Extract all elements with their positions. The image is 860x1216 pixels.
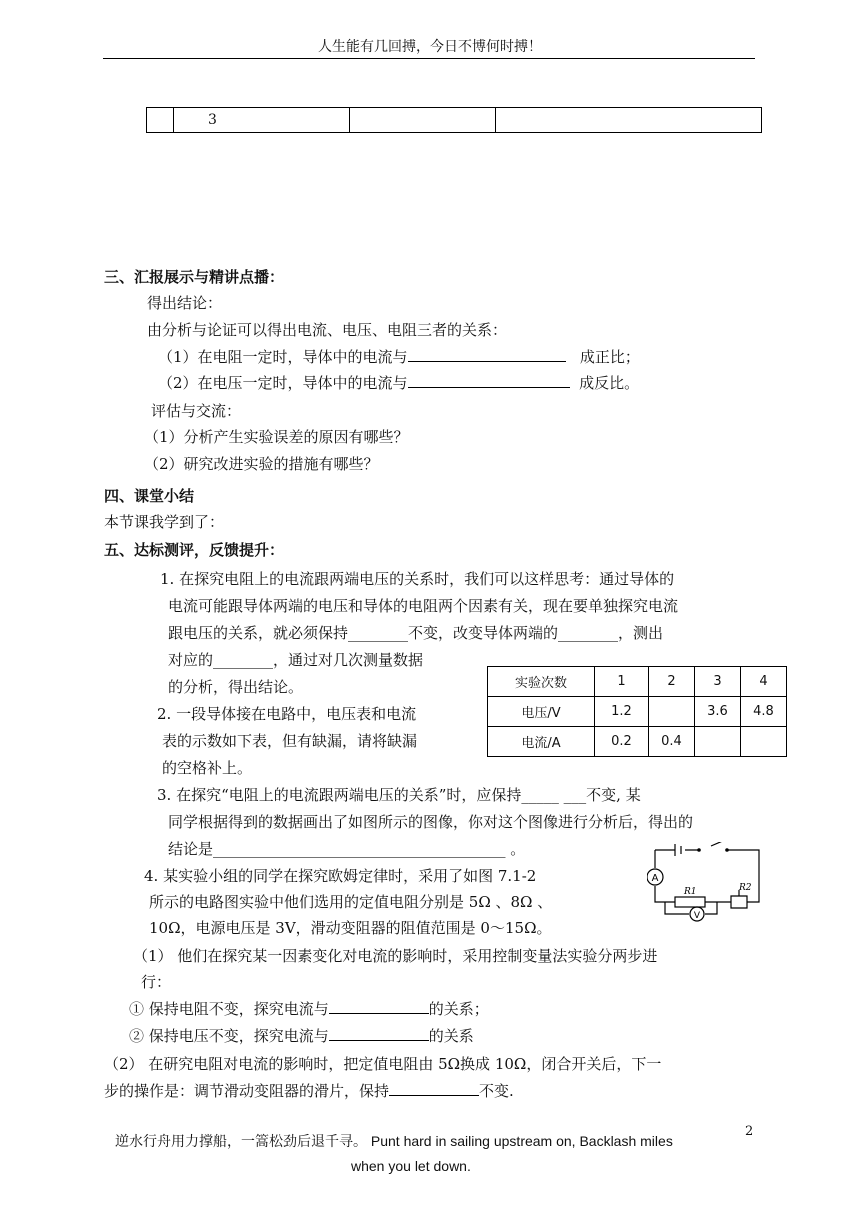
conclusion-1-text: （1）在电阻一定时，导体中的电流与 <box>158 348 408 366</box>
evaluation-q1: （1）分析产生实验误差的原因有哪些？ <box>144 428 409 446</box>
page-number: 2 <box>745 1124 754 1139</box>
problem4-line2: 所示的电路图实验中他们选用的定值电阻分别是 5Ω 、8Ω 、 <box>149 893 553 911</box>
problem3-line2: 同学根据得到的数据画出了如图所示的图像，你对这个图像进行分析后，得出的 <box>168 813 694 831</box>
sub2-end: 不变. <box>479 1082 514 1100</box>
row-label: 电压/V <box>488 697 595 727</box>
header-motto: 人生能有几回搏，今日不博何时搏！ <box>318 39 542 55</box>
table-cell: 1.2 <box>595 697 649 727</box>
table-cell[interactable] <box>649 697 695 727</box>
conclusion-1-end: 成正比； <box>579 348 640 366</box>
problem1-line5: 的分析，得出结论。 <box>168 678 304 696</box>
problem2-line1: 2. 一段导体接在电路中，电压表和电流 <box>157 705 417 723</box>
conclusion-2-text: （2）在电压一定时，导体中的电流与 <box>158 374 408 392</box>
table-cell: 3.6 <box>695 697 741 727</box>
table-row <box>488 697 787 727</box>
section5-title: 五、达标测评，反馈提升： <box>104 541 285 559</box>
blank-c1[interactable] <box>408 347 566 362</box>
r1-label: R1 <box>684 887 697 897</box>
table-header-cell: 1 <box>595 667 649 697</box>
voltage-current-table <box>487 666 787 757</box>
problem4-sub2-line1: （2） 在研究电阻对电流的影响时，把定值电阻由 5Ω换成 10Ω，闭合开关后，下一 <box>104 1055 662 1073</box>
step2-text: ② 保持电压不变，探究电流与 <box>129 1027 329 1045</box>
table-cell: 0.2 <box>595 727 649 757</box>
problem1-line3: 跟电压的关系，就必须保持________不变，改变导体两端的________，测出 <box>168 624 664 642</box>
table-cell <box>350 108 496 133</box>
section4-title: 四、课堂小结 <box>104 487 195 505</box>
footer-line2: when you let down. <box>351 1158 471 1174</box>
header-rule <box>103 58 755 59</box>
conclusion-2 <box>158 372 639 393</box>
circuit-diagram <box>647 842 763 922</box>
r2-label: R2 <box>739 883 752 893</box>
top-table-fragment <box>146 107 762 133</box>
table-header-cell: 4 <box>741 667 787 697</box>
problem2-line3: 的空格补上。 <box>162 759 253 777</box>
problem4-sub1-line1: （1） 他们在探究某一因素变化对电流的影响时，采用控制变量法实验分两步进 <box>133 947 658 965</box>
table-row <box>488 667 787 697</box>
problem4-step2 <box>129 1025 474 1046</box>
table-cell: 4.8 <box>741 697 787 727</box>
problem1-line1: 1. 在探究电阻上的电流跟两端电压的关系时，我们可以这样思考：通过导体的 <box>160 570 675 588</box>
problem3-line1: 3. 在探究“电阻上的电流跟两端电压的关系”时，应保持_____ ___不变, 某 <box>157 786 641 804</box>
blank-step2[interactable] <box>329 1026 429 1041</box>
ammeter-label: A <box>651 873 659 884</box>
evaluation-label: 评估与交流： <box>151 402 242 420</box>
table-row <box>488 727 787 757</box>
table-cell <box>496 108 762 133</box>
sub2-text: 步的操作是：调节滑动变阻器的滑片，保持 <box>104 1082 390 1100</box>
row-label: 电流/A <box>488 727 595 757</box>
conclusion-1 <box>158 346 640 367</box>
step2-end: 的关系 <box>428 1027 474 1045</box>
blank-c2[interactable] <box>408 373 570 388</box>
conclusion-2-end: 成反比。 <box>579 374 640 392</box>
problem4-step1 <box>129 998 489 1019</box>
problem4-line3: 10Ω，电源电压是 3V，滑动变阻器的阻值范围是 0～15Ω。 <box>149 919 552 937</box>
conclusion-label: 得出结论： <box>147 294 223 312</box>
problem2-line2: 表的示数如下表，但有缺漏，请将缺漏 <box>162 732 418 750</box>
problem1-line4: 对应的________，通过对几次测量数据 <box>168 651 424 669</box>
table-cell[interactable] <box>695 727 741 757</box>
step1-end: 的关系； <box>428 1000 489 1018</box>
blank-sub2[interactable] <box>389 1081 479 1096</box>
footer-line1: 逆水行舟用力撑船，一篙松劲后退千寻。 Punt hard in sailing upstream on, Backlash miles <box>115 1133 673 1149</box>
table-cell[interactable] <box>741 727 787 757</box>
problem4-sub2-line2 <box>104 1080 514 1101</box>
section3-title: 三、汇报展示与精讲点播： <box>104 268 285 286</box>
step1-text: ① 保持电阻不变，探究电流与 <box>129 1000 329 1018</box>
table-header-cell: 3 <box>695 667 741 697</box>
section4-text: 本节课我学到了： <box>104 513 225 531</box>
table-header-cell: 实验次数 <box>488 667 595 697</box>
voltmeter-label: V <box>693 911 701 921</box>
conclusion-intro: 由分析与论证可以得出电流、电压、电阻三者的关系： <box>147 321 508 339</box>
blank-step1[interactable] <box>329 999 429 1014</box>
table-cell: 0.4 <box>649 727 695 757</box>
problem4-line1: 4. 某实验小组的同学在探究欧姆定律时，采用了如图 7.1-2 <box>144 867 537 885</box>
table-cell <box>147 108 174 133</box>
problem4-sub1-line2: 行： <box>141 973 172 991</box>
problem1-line2: 电流可能跟导体两端的电压和导体的电阻两个因素有关，现在要单独探究电流 <box>168 597 679 615</box>
row-number-cell: 3 <box>174 108 350 133</box>
table-header-cell: 2 <box>649 667 695 697</box>
evaluation-q2: （2）研究改进实验的措施有哪些？ <box>144 455 379 473</box>
problem3-line3: 结论是_______________________________________ 。 <box>168 840 526 858</box>
